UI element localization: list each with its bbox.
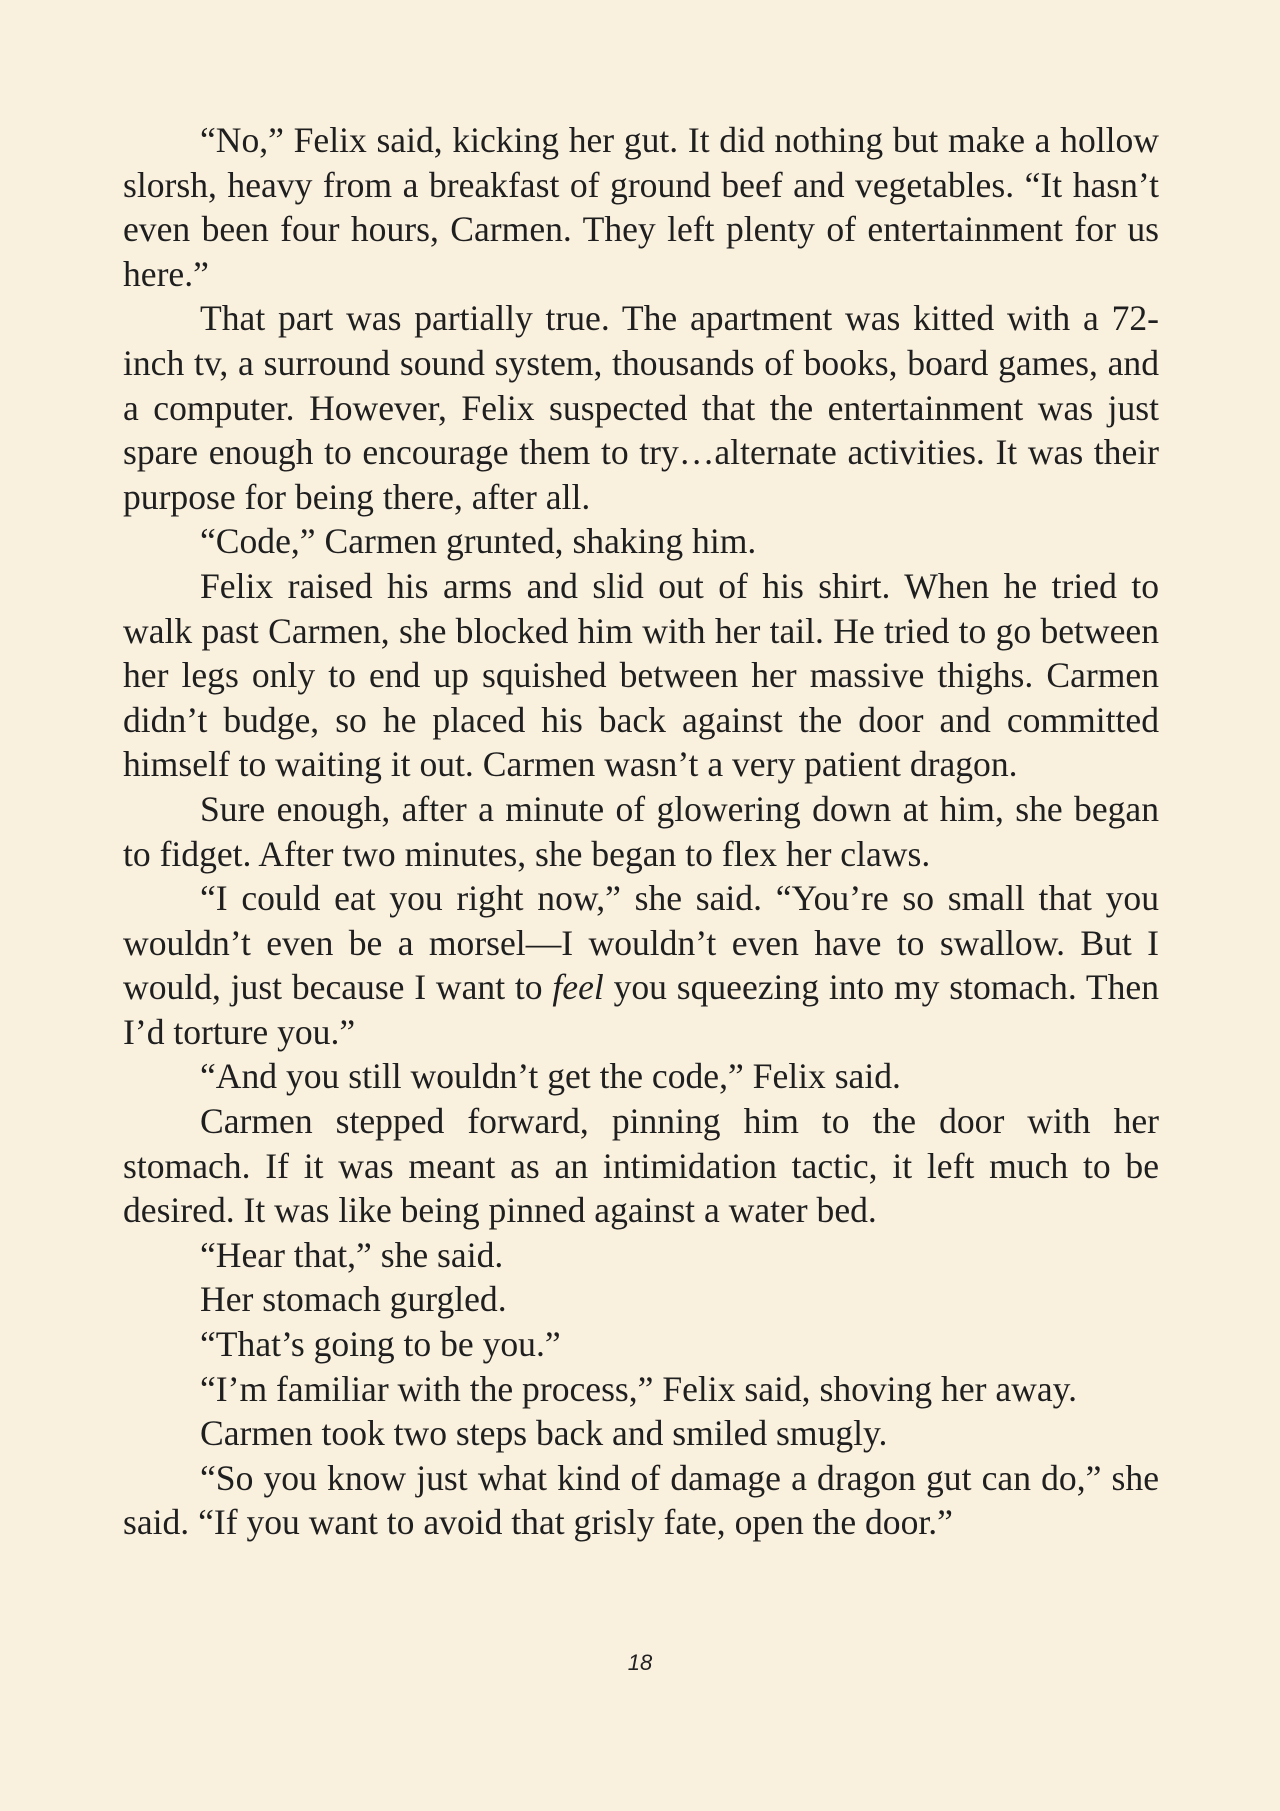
paragraph: Carmen stepped forward, pinning him to the door with her stomach. If it was meant as an intimidation tactic, it left much to be desired. It was like being pinned against a water bed.	[123, 1101, 1159, 1231]
paragraph: “That’s going to be you.”	[200, 1324, 561, 1365]
paragraph: Carmen took two steps back and smiled smugly.	[200, 1413, 888, 1454]
paragraph: That part was partially true. The apartment was kitted with a 72-inch tv, a surround sound system, thousands of books, board games, and a computer. However, Felix suspected that the entertainment was just spare enough to encourage them to try…alternate activities. It was their purpose for being there, after all.	[123, 298, 1159, 517]
paragraph: “Code,” Carmen grunted, shaking him.	[200, 521, 757, 562]
paragraph: Felix raised his arms and slid out of his shirt. When he tried to walk past Carmen, she blocked him with her tail. He tried to go between her legs only to end up squished between her massive thighs. Carmen didn’t budge, so he placed his back against the door and committed himself to waiting it out. Carmen wasn’t a very patient dragon.	[123, 565, 1159, 785]
paragraph: “And you still wouldn’t get the code,” Felix said.	[200, 1056, 901, 1097]
paragraph: Sure enough, after a minute of glowering down at him, she began to fidget. After two minutes, she began to flex her claws.	[123, 788, 1159, 874]
page-number: 18	[627, 1650, 653, 1675]
paragraph: “Hear that,” she said.	[200, 1234, 504, 1275]
paragraph-text-after: you squeezing into my stomach. Then I’d torture you.”	[123, 967, 1159, 1052]
paragraph: “No,” Felix said, kicking her gut. It did nothing but make a hollow slorsh, heavy from a breakfast of ground beef and vegetables. “It hasn’t even been four hours, Carmen. They left plenty of entertainment for us here.”	[123, 120, 1159, 294]
paragraph: Her stomach gurgled.	[200, 1279, 507, 1320]
paragraph: “So you know just what kind of damage a dragon gut can do,” she said. “If you want to avoid that grisly fate, open the door.”	[123, 1457, 1159, 1543]
paragraph-with-emphasis	[123, 876, 1159, 1054]
document-body	[123, 118, 1159, 1545]
paragraph-text-before: “I could eat you right now,” she said. “You’re so small that you wouldn’t even be a morsel—I wouldn’t even have to swallow. But I would, just because I want to	[123, 878, 1159, 1008]
paragraph: “I’m familiar with the process,” Felix said, shoving her away.	[200, 1368, 1078, 1409]
emphasis-word: feel	[552, 967, 604, 1008]
